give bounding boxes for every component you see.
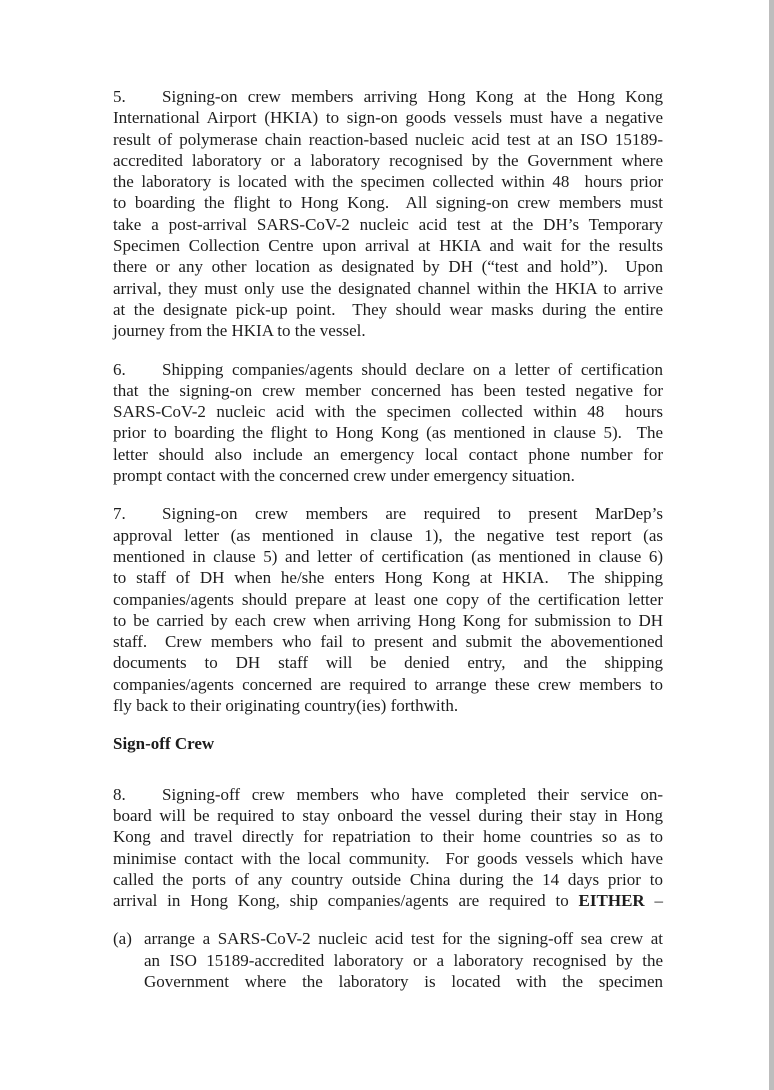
text-segment: an ISO 15189-accredited laboratory or a laboratory recognised by the (144, 950, 663, 970)
text-line (113, 784, 663, 805)
text-segment: Signing-off crew members who have completed their service on- (162, 784, 663, 804)
paragraph-number: 7. (113, 504, 126, 524)
text-segment: SARS-CoV-2 nucleic acid with the specimen collected within 48 hours (113, 402, 663, 422)
text-segment: International Airport (HKIA) to sign-on goods vessels must have a negative (113, 108, 663, 128)
text-line (113, 503, 663, 524)
lettered-list-item (113, 928, 663, 992)
text-line (113, 235, 663, 256)
text-segment: result of polymerase chain reaction-based nucleic acid test at an ISO 15189- (113, 129, 663, 149)
text-line (113, 86, 663, 107)
text-segment: to staff of DH when he/she enters Hong Kong at HKIA. The shipping (113, 568, 663, 588)
text-segment: letter should also include an emergency local contact phone number for (113, 444, 663, 464)
page-right-edge (769, 0, 774, 1090)
text-segment: arrival in Hong Kong, ship companies/agents are required to (113, 891, 579, 911)
text-segment: companies/agents concerned are required to arrange these crew members to (113, 674, 663, 694)
numbered-paragraph (113, 86, 663, 342)
text-line (113, 890, 663, 911)
text-line (113, 826, 663, 847)
document-page (113, 86, 663, 1009)
text-line (144, 950, 663, 971)
text-segment: Government where the laboratory is located with the specimen (144, 971, 663, 991)
text-segment: prior to boarding the flight to Hong Kong (as mentioned in clause 5). The (113, 423, 663, 443)
text-segment: Shipping companies/agents should declare on a letter of certification (162, 359, 663, 379)
text-line (113, 848, 663, 869)
text-line (113, 256, 663, 277)
section-heading: Sign-off Crew (113, 734, 215, 754)
text-line (144, 971, 663, 992)
text-line (113, 928, 663, 949)
text-segment: companies/agents should prepare at least one copy of the certification letter (113, 589, 663, 609)
text-segment: Signing-on crew members are required to present MarDep’s (162, 504, 663, 524)
paragraph-number: 6. (113, 359, 126, 379)
text-segment: take a post-arrival SARS-CoV-2 nucleic acid test at the DH’s Temporary (113, 214, 663, 234)
text-line (113, 171, 663, 192)
text-line (113, 525, 663, 546)
list-marker: (a) (113, 929, 132, 949)
text-segment: minimise contact with the local community. For goods vessels which have (113, 848, 663, 868)
text-segment: documents to DH staff will be denied entry, and the shipping (113, 653, 663, 673)
text-segment: Specimen Collection Centre upon arrival at HKIA and wait for the results (113, 236, 663, 256)
numbered-paragraph (113, 503, 663, 716)
paragraph-number: 5. (113, 87, 126, 106)
text-segment: fly back to their originating country(ies) forthwith. (113, 696, 459, 716)
text-line (113, 278, 663, 299)
text-segment: journey from the HKIA to the vessel. (113, 321, 366, 341)
text-segment: to be carried by each crew when arriving Hong Kong for submission to DH (113, 610, 663, 630)
text-line (113, 610, 663, 631)
bold-text-segment: EITHER (578, 891, 645, 911)
text-line (113, 695, 663, 716)
text-line (113, 422, 663, 443)
text-line (113, 129, 663, 150)
text-segment: at the designate pick-up point. They should wear masks during the entire (113, 299, 663, 319)
text-line (113, 380, 663, 401)
text-segment: – (644, 891, 664, 911)
text-line (113, 214, 663, 235)
numbered-paragraph (113, 784, 663, 912)
text-segment: there or any other location as designated by DH (“test and hold”). Upon (113, 257, 663, 277)
text-segment: that the signing-on crew member concerned has been tested negative for (113, 380, 663, 400)
text-line (113, 192, 663, 213)
text-segment: called the ports of any country outside China during the 14 days prior to (113, 869, 663, 889)
text-segment: accredited laboratory or a laboratory recognised by the Government where (113, 150, 663, 170)
text-segment: prompt contact with the concerned crew under emergency situation. (113, 466, 575, 486)
text-segment: the laboratory is located with the specimen collected within 48 hours prior (113, 172, 663, 192)
text-line (113, 869, 663, 890)
text-line (113, 401, 663, 422)
text-segment: staff. Crew members who fail to present and submit the abovementioned (113, 632, 663, 652)
text-segment: approval letter (as mentioned in clause 1), the negative test report (as (113, 525, 663, 545)
text-segment: board will be required to stay onboard the vessel during their stay in Hong (113, 805, 663, 825)
text-line (113, 589, 663, 610)
text-line (113, 631, 663, 652)
paragraph-number: 8. (113, 784, 126, 804)
text-line (113, 674, 663, 695)
text-segment: Kong and travel directly for repatriation to their home countries so as to (113, 827, 663, 847)
text-segment: arrival, they must only use the designated channel within the HKIA to arrive (113, 278, 663, 298)
text-line (113, 444, 663, 465)
text-line (113, 299, 663, 320)
text-line (113, 150, 663, 171)
text-line (113, 320, 663, 341)
text-line (113, 107, 663, 128)
text-segment: arrange a SARS-CoV-2 nucleic acid test for the signing-off sea crew at (144, 929, 663, 949)
numbered-paragraph (113, 359, 663, 487)
text-line (113, 359, 663, 380)
text-segment: Signing-on crew members arriving Hong Kong at the Hong Kong (162, 87, 663, 106)
text-line (113, 546, 663, 567)
text-segment: to boarding the flight to Hong Kong. All signing-on crew members must (113, 193, 663, 213)
text-line (113, 652, 663, 673)
text-line (113, 465, 663, 486)
text-line (113, 567, 663, 588)
text-segment: mentioned in clause 5) and letter of certification (as mentioned in clause 6) (113, 546, 663, 566)
text-line (113, 805, 663, 826)
